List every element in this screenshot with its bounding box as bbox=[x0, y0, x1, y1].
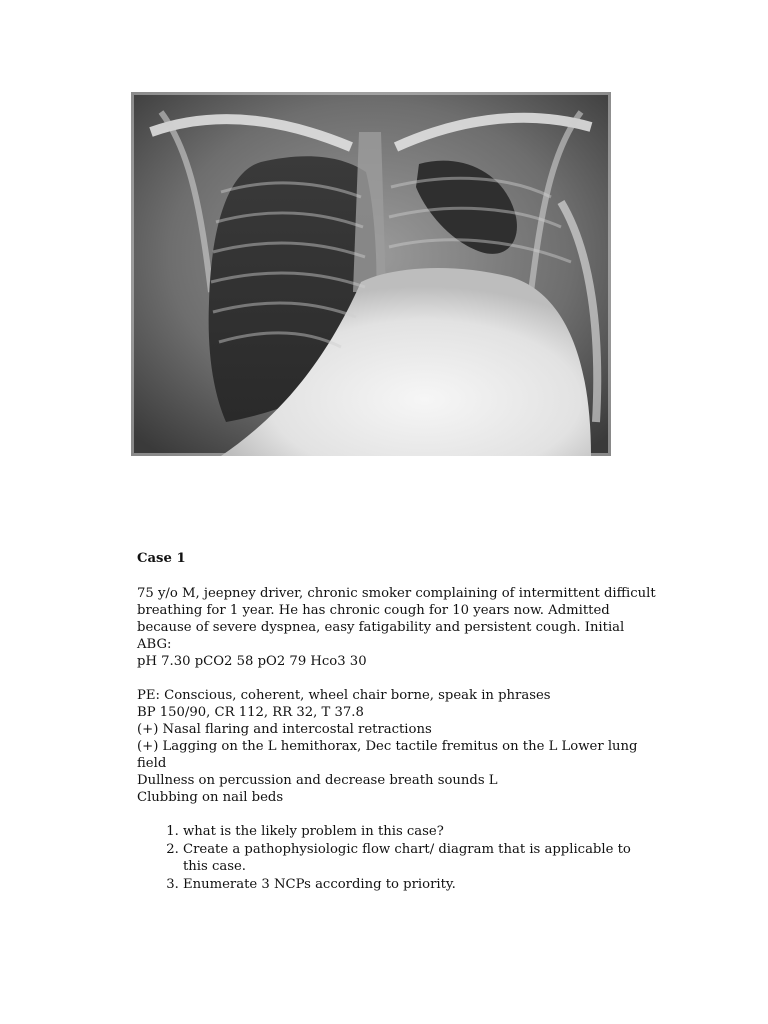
question-item: 2. Create a pathophysiologic flow chart/ diagram that is applicable to this case. bbox=[183, 841, 657, 875]
case-title: Case 1 bbox=[137, 551, 186, 566]
pe-line: BP 150/90, CR 112, RR 32, T 37.8 bbox=[137, 705, 364, 720]
history-line: 75 y/o M, jeepney driver, chronic smoker complaining of intermittent difficult bbox=[137, 586, 656, 601]
pe-line: Dullness on percussion and decrease breath sounds L bbox=[137, 773, 498, 788]
pe-line: (+) Lagging on the L hemithorax, Dec tactile fremitus on the L Lower lung field bbox=[137, 739, 638, 771]
history-line: breathing for 1 year. He has chronic cough for 10 years now. Admitted bbox=[137, 603, 610, 618]
chest-xray-image bbox=[131, 92, 611, 456]
chest-xray-icon bbox=[131, 92, 611, 456]
question-list bbox=[137, 823, 657, 893]
case-history bbox=[137, 585, 657, 670]
pe-line: (+) Nasal flaring and intercostal retractions bbox=[137, 722, 432, 737]
history-line: pH 7.30 pCO2 58 pO2 79 Hco3 30 bbox=[137, 654, 367, 669]
case-text bbox=[137, 550, 657, 894]
physical-exam bbox=[137, 687, 657, 806]
question-item: 3. Enumerate 3 NCPs according to priority. bbox=[183, 876, 657, 893]
history-line: because of severe dyspnea, easy fatigability and persistent cough. Initial ABG: bbox=[137, 620, 625, 652]
pe-line: PE: Conscious, coherent, wheel chair borne, speak in phrases bbox=[137, 688, 551, 703]
pe-line: Clubbing on nail beds bbox=[137, 790, 284, 805]
question-item: 1. what is the likely problem in this case? bbox=[183, 823, 657, 840]
